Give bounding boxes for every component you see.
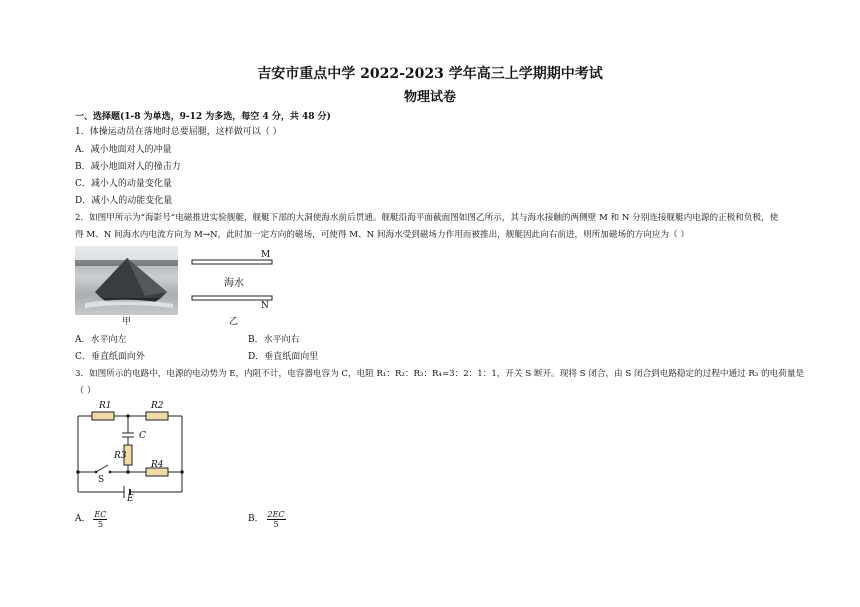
q2-stem-line2: 得 M、N 间海水内电流方向为 M→N，此时加一定方向的磁场，可使得 M、N 间海水受到磁场力作用而被推出，舰艇因此向右前进，则所加磁场的方向应为（ ） — [75, 230, 689, 240]
q3-option-a-fraction — [93, 510, 107, 529]
circuit-diagram — [70, 398, 190, 506]
switch-s — [96, 465, 108, 472]
page-subtitle: 物理试卷 — [403, 90, 456, 105]
plate-m — [192, 260, 272, 264]
q3-stem-line1: 3．如图所示的电路中，电源的电动势为 E，内阻不计，电容器电容为 C，电阻 R₁：R₂：R₃：R₄=3：2：1：1，开关 S 断开。现将 S 闭合，由 S 闭合到电路稳定的过程中通过 R₃ 的电荷量是 — [75, 369, 805, 379]
section-heading: 一、选择题(1-8 为单选，9-12 为多选，每空 4 分，共 48 分) — [75, 112, 331, 122]
q2-option-d: D．垂直纸面向里 — [248, 352, 319, 362]
q3-stem-line2: （ ） — [75, 386, 96, 396]
resistor-r2 — [146, 412, 168, 420]
q3-option-a — [75, 510, 107, 529]
q1-option-c: C．减小人的动量变化量 — [75, 179, 172, 189]
q2-option-c: C．垂直纸面向外 — [75, 352, 145, 362]
label-r1: R1 — [99, 401, 112, 411]
sea-water-label: 海水 — [224, 278, 244, 289]
figure-label-jia: 甲 — [122, 317, 132, 327]
q3-option-a-letter: A． — [75, 514, 91, 524]
q3-option-b-numerator: 2EC — [267, 510, 285, 519]
q3-option-a-denominator: 5 — [97, 520, 103, 529]
label-e: E — [127, 494, 134, 504]
q3-option-b — [248, 510, 286, 529]
label-r2: R2 — [151, 401, 164, 411]
figure-label-yi: 乙 — [229, 317, 239, 327]
q3-option-a-numerator: EC — [94, 510, 107, 519]
page-title: 吉安市重点中学 2022-2023 学年高三上学期期中考试 — [257, 66, 603, 82]
label-c: C — [139, 431, 146, 441]
label-r3: R3 — [114, 451, 127, 461]
resistor-r1 — [92, 412, 114, 420]
plate-n-label: N — [261, 301, 269, 311]
plate-n — [192, 296, 272, 300]
q1-stem: 1．体操运动员在落地时总要屈腿，这样做可以（ ） — [75, 127, 282, 137]
q3-option-b-letter: B． — [248, 514, 264, 524]
q1-option-b: B．减小地面对人的撞击力 — [75, 162, 181, 172]
q3-option-b-fraction — [267, 510, 286, 529]
label-r4: R4 — [151, 460, 164, 470]
label-s: S — [98, 475, 105, 485]
q2-option-b: B．水平向右 — [248, 335, 300, 345]
q2-option-a: A．水平向左 — [75, 335, 127, 345]
q2-stem-line1: 2．如图甲所示为“海影号”电磁推进实验舰艇，舰艇下部的大洞使海水前后贯通。舰艇沿海平面截面图如图乙所示，其与海水接触的两侧壁 M 和 N 分别连接舰艇内电源的正极和负极，使 — [75, 213, 779, 223]
q3-option-b-denominator: 5 — [273, 520, 279, 529]
q1-option-d: D．减小人的动能变化量 — [75, 196, 173, 206]
q1-option-a: A．减小地面对人的冲量 — [75, 145, 172, 155]
ship-photo — [75, 246, 178, 315]
plate-m-label: M — [261, 250, 271, 260]
